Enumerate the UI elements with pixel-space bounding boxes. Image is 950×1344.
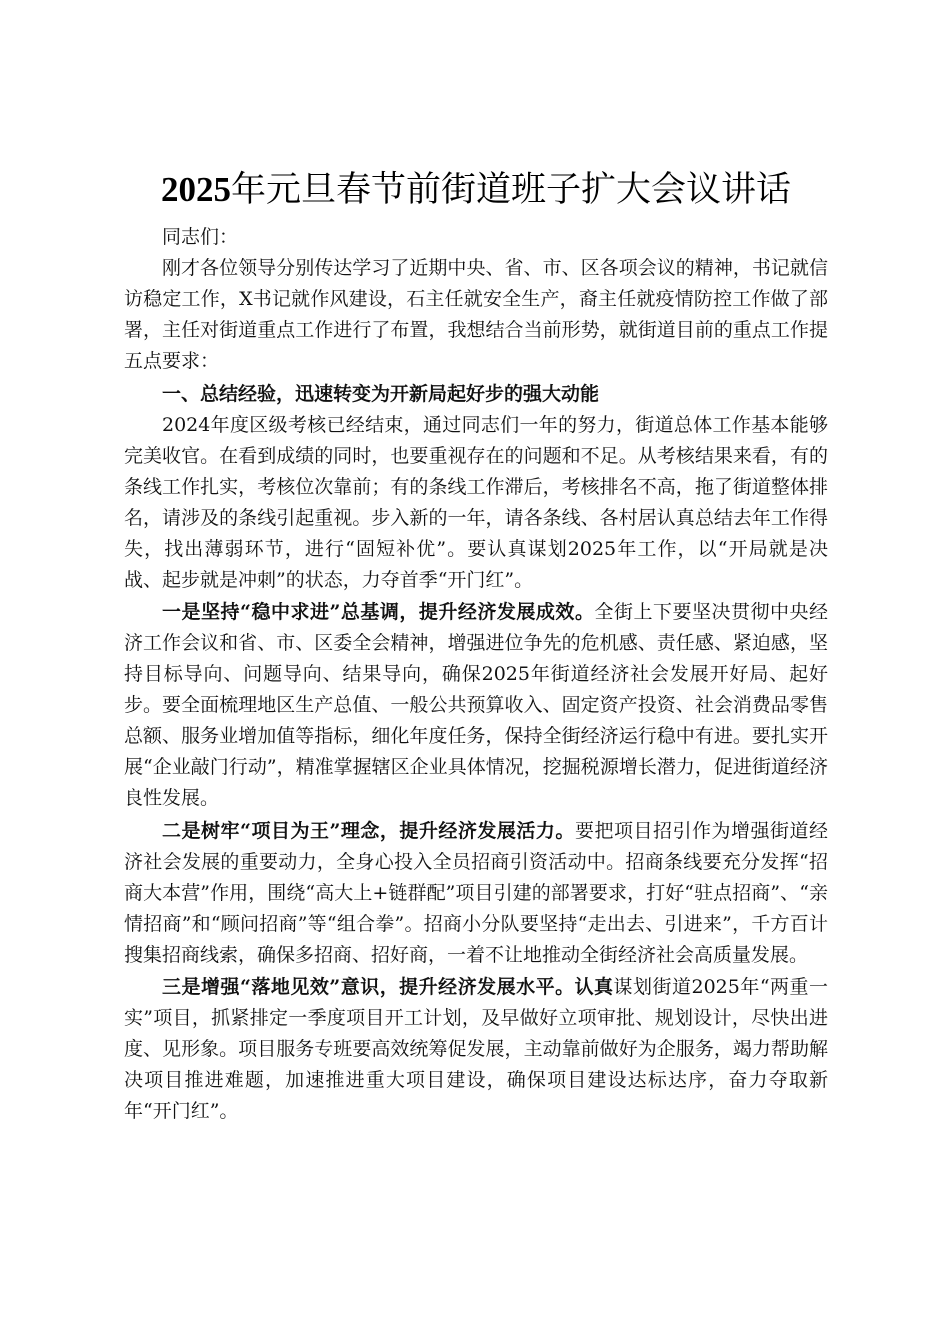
title-text: 年元旦春节前街道班子扩大会议讲话	[230, 170, 791, 210]
point-lead-3: 三是增强“落地见效”意识，提升经济发展水平。认真	[162, 976, 614, 998]
point-lead-1: 一是坚持“稳中求进”总基调，提升经济发展成效。	[162, 601, 595, 623]
point-paragraph-1	[124, 597, 828, 814]
document-title	[124, 160, 828, 220]
point-paragraph-3	[124, 972, 828, 1127]
section-paragraph-1: 2024年度区级考核已经结束，通过同志们一年的努力，街道总体工作基本能够完美收官。在看到成绩的同时，也要重视存在的问题和不足。从考核结果来看，有的条线工作扎实，考核位次靠前；有的条线工作滞后，考核排名不高，拖了街道整体排名，请涉及的条线引起重视。步入新的一年，请各条线、各村居认真总结去年工作得失，找出薄弱环节，进行“固短补优”。要认真谋划2025年工作，以“开局就是决战、起步就是冲刺”的状态，力夺首季“开门红”。	[124, 413, 828, 591]
section-heading-1: 一、总结经验，迅速转变为开新局起好步的强大动能	[162, 382, 600, 405]
greeting: 同志们：	[162, 226, 239, 248]
intro-paragraph: 刚才各位领导分别传达学习了近期中央、省、市、区各项会议的精神，书记就信访稳定工作，X书记就作风建设，石主任就安全生产，裔主任就疫情防控工作做了部署，主任对街道重点工作进行了布置，我想结合当前形势，就街道目前的重点工作提五点要求：	[124, 257, 828, 372]
point-paragraph-2	[124, 816, 828, 971]
document-page	[124, 160, 828, 1129]
point-body-2: 要把项目招引作为增强街道经济社会发展的重要动力，全身心投入全员招商引资活动中。招商条线要充分发挥“招商大本营”作用，围绕“高大上+链群配”项目引建的部署要求，打好“驻点招商”、“亲情招商”和“顾问招商”等“组合拳”。招商小分队要坚持“走出去、引进来”，千方百计搜集招商线索，确保多招商、招好商，一着不让地推动全街经济社会高质量发展。	[124, 819, 828, 966]
title-year: 2025	[160, 170, 231, 209]
point-body-1: 全街上下要坚决贯彻中央经济工作会议和省、市、区委全会精神，增强进位争先的危机感、责任感、紧迫感，坚持目标导向、问题导向、结果导向，确保2025年街道经济社会发展开好局、起好步。要全面梳理地区生产总值、一般公共预算收入、固定资产投资、社会消费品零售总额、服务业增加值等指标，细化年度任务，保持全街经济运行稳中有进。要扎实开展“企业敲门行动”，精准掌握辖区企业具体情况，挖掘税源增长潜力，促进街道经济良性发展。	[124, 601, 828, 809]
point-lead-2: 二是树牢“项目为王”理念，提升经济发展活力。	[162, 819, 575, 842]
point-body-3: 谋划街道2025年“两重一实”项目，抓紧排定一季度项目开工计划，及早做好立项审批、规划设计，尽快出进度、见形象。项目服务专班要高效统筹促发展，主动靠前做好为企服务，竭力帮助解决项目推进难题，加速推进重大项目建设，确保项目建设达标达序，奋力夺取新年“开门红”。	[124, 976, 828, 1122]
